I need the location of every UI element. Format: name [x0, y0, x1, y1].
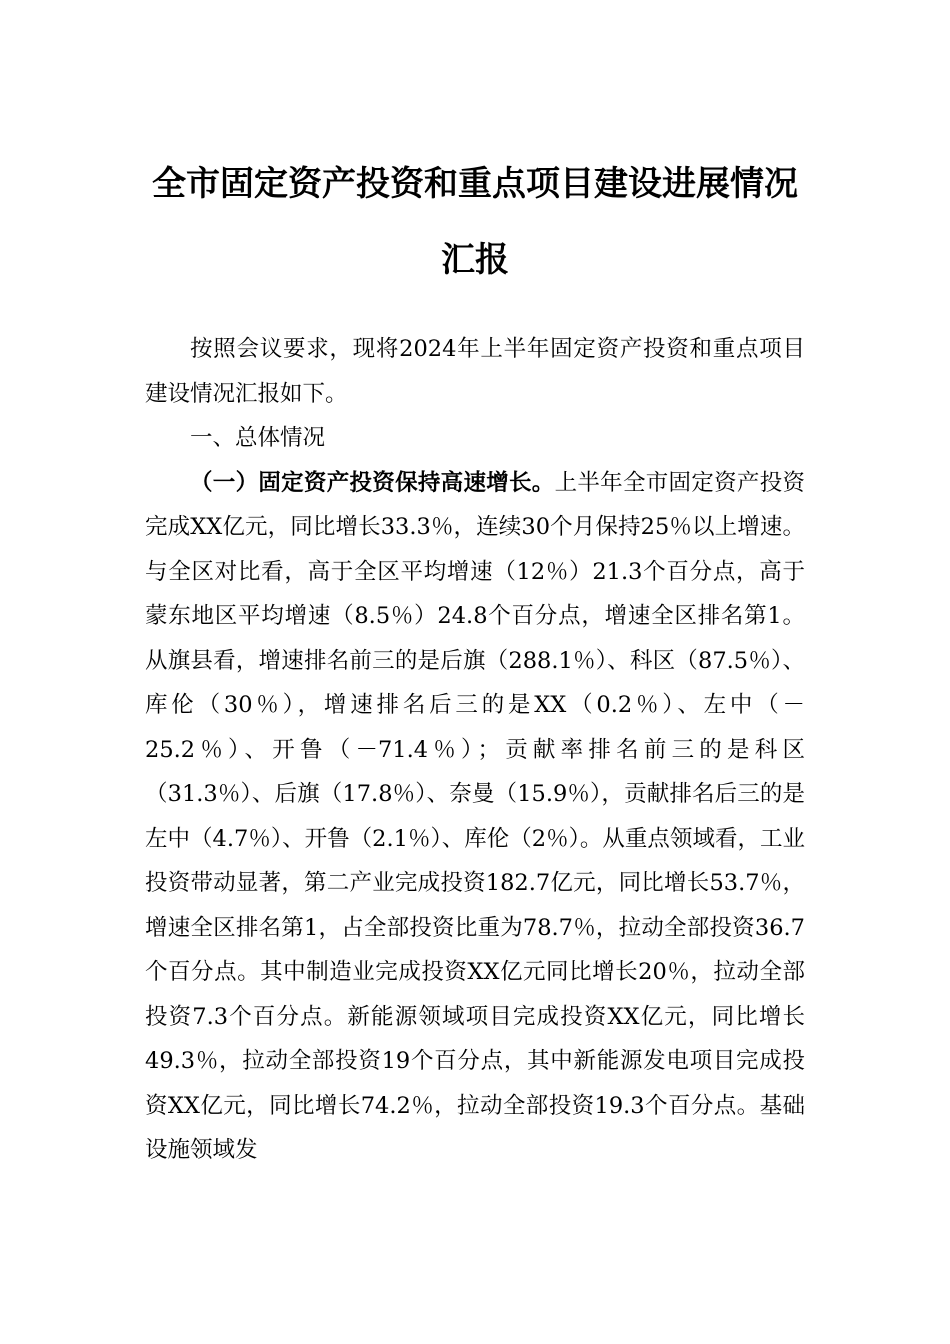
- subsection-lead: （一）固定资产投资保持高速增长。: [190, 469, 555, 496]
- section-heading-overview: 一、总体情况: [190, 425, 326, 451]
- subsection-paragraph-investment: [145, 461, 805, 1173]
- document-title: 全市固定资产投资和重点项目建设进展情况汇报: [152, 164, 798, 280]
- subsection-body: 上半年全市固定资产投资完成XX亿元，同比增长33.3％，连续30个月保持25％以上增速。与全区对比看，高于全区平均增速（12％）21.3个百分点，高于蒙东地区平均增速（8.5％）24.8个百分点，增速全区排名第1。从旗县看，增速排名前三的是后旗（288.1％）、科区（87.5％）、库伦（30％），增速排名后三的是XX（0.2％）、左中（－25.2％）、开鲁（－71.4％）；贡献率排名前三的是科区（31.3％）、后旗（17.8％）、奈曼（15.9％），贡献排名后三的是左中（4.7％）、开鲁（2.1％）、库伦（2％）。从重点领域看，工业投资带动显著，第二产业完成投资182.7亿元，同比增长53.7％，增速全区排名第1，占全部投资比重为78.7％，拉动全部投资36.7个百分点。其中制造业完成投资XX亿元同比增长20％，拉动全部投资7.3个百分点。新能源领域项目完成投资XX亿元，同比增长49.3％，拉动全部投资19个百分点，其中新能源发电项目完成投资XX亿元，同比增长74.2％，拉动全部投资19.3个百分点。基础设施领域发: [145, 469, 805, 1163]
- document-body: [145, 327, 805, 1173]
- intro-paragraph: 按照会议要求，现将2024年上半年固定资产投资和重点项目建设情况汇报如下。: [145, 336, 805, 407]
